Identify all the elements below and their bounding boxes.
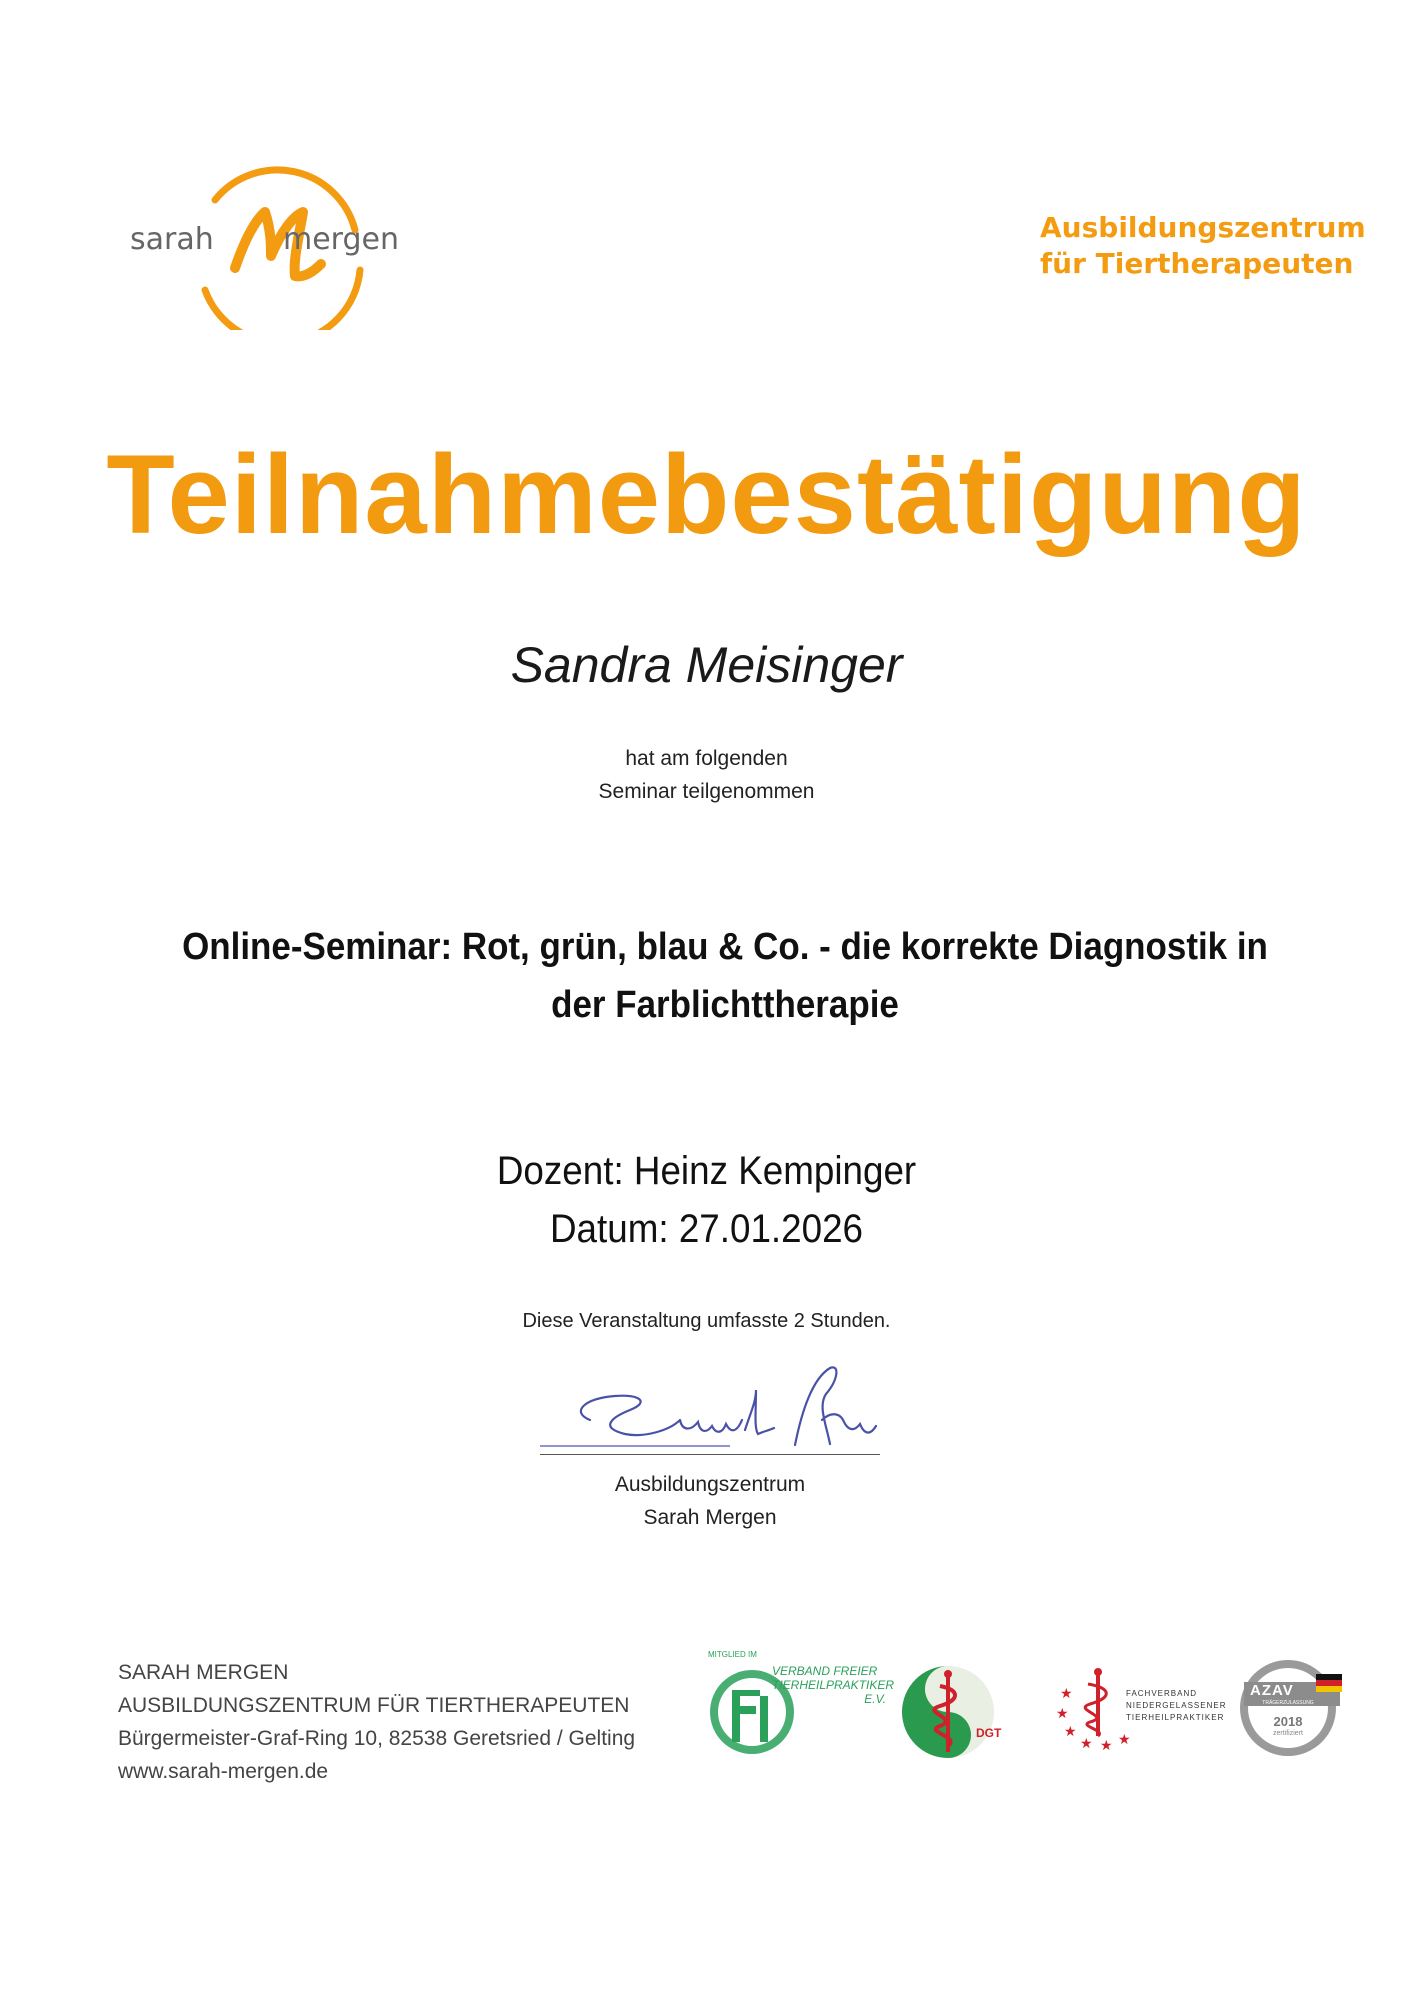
signature-line <box>540 1454 880 1455</box>
svg-text:★: ★ <box>1080 1735 1093 1751</box>
dgt-badge <box>900 1660 1010 1765</box>
participant-name: Sandra Meisinger <box>510 637 903 693</box>
azav-badge <box>1236 1656 1346 1760</box>
svg-text:★: ★ <box>1100 1737 1113 1753</box>
handwritten-signature <box>530 1350 890 1460</box>
vft-top-text: MITGLIED IM <box>708 1650 757 1659</box>
training-center-name <box>1040 210 1366 282</box>
center-name-line2: für Tiertherapeuten <box>1040 247 1354 280</box>
membership-badges <box>0 1650 1413 1770</box>
certificate-title: Teilnahmebestätigung <box>106 432 1307 557</box>
vft-name-line3: E.V. <box>864 1692 887 1706</box>
logo-sarah-text: sarah <box>130 222 214 257</box>
vft-name-line2: TIERHEILPRAKTIKER <box>772 1678 895 1692</box>
svg-text:★: ★ <box>1118 1731 1131 1747</box>
vft-name-line1: VERBAND FREIER <box>772 1664 878 1678</box>
footer-website: www.sarah-mergen.de <box>118 1760 329 1783</box>
dgt-label: DGT <box>976 1726 1002 1740</box>
fnt-line1: FACHVERBAND <box>1126 1689 1198 1698</box>
seminar-details <box>57 1142 1357 1258</box>
footer-division: AUSBILDUNGSZENTRUM FÜR TIERTHERAPEUTEN <box>118 1694 630 1717</box>
footer-street: Bürgermeister-Graf-Ring 10, 82538 Geretsried / Gelting <box>118 1727 636 1750</box>
azav-year: 2018 <box>1273 1714 1303 1729</box>
seminar-date: Datum: 27.01.2026 <box>549 1207 864 1251</box>
azav-label: AZAV <box>1250 1682 1294 1699</box>
sarah-mergen-logo <box>125 160 400 330</box>
azav-sub: TRÄGERZULASSUNG <box>1262 1700 1314 1706</box>
svg-text:★: ★ <box>1056 1705 1069 1721</box>
footer-company: SARAH MERGEN <box>118 1661 289 1684</box>
center-name-line1: Ausbildungszentrum <box>1040 211 1366 244</box>
seminar-title <box>150 918 1300 1034</box>
seminar-line1: Online-Seminar: Rot, grün, blau & Co. - die korrekte Diagnostik in <box>182 926 1268 968</box>
svg-text:★: ★ <box>1060 1685 1073 1701</box>
fnt-text <box>1126 1688 1226 1724</box>
seminar-line2: der Farblichttherapie <box>551 984 899 1026</box>
intro-line2: Seminar teilgenommen <box>598 780 815 803</box>
logo-mergen-text: mergen <box>283 222 400 257</box>
signer-line2: Sarah Mergen <box>643 1506 777 1529</box>
hours-note: Diese Veranstaltung umfasste 2 Stunden. <box>522 1310 891 1332</box>
signer-block <box>560 1468 860 1534</box>
svg-text:★: ★ <box>1064 1723 1077 1739</box>
fnt-line3: TIERHEILPRAKTIKER <box>1126 1713 1225 1722</box>
signer-line1: Ausbildungszentrum <box>614 1473 806 1496</box>
lecturer: Dozent: Heinz Kempinger <box>496 1149 917 1193</box>
vft-badge <box>700 1650 895 1765</box>
azav-cert: zertifiziert <box>1273 1730 1303 1737</box>
intro-line1: hat am folgenden <box>625 747 788 770</box>
intro-text <box>0 742 1413 808</box>
fnt-badge <box>1050 1658 1227 1758</box>
fnt-line2: NIEDERGELASSENER <box>1126 1701 1227 1710</box>
vft-name <box>772 1664 894 1706</box>
